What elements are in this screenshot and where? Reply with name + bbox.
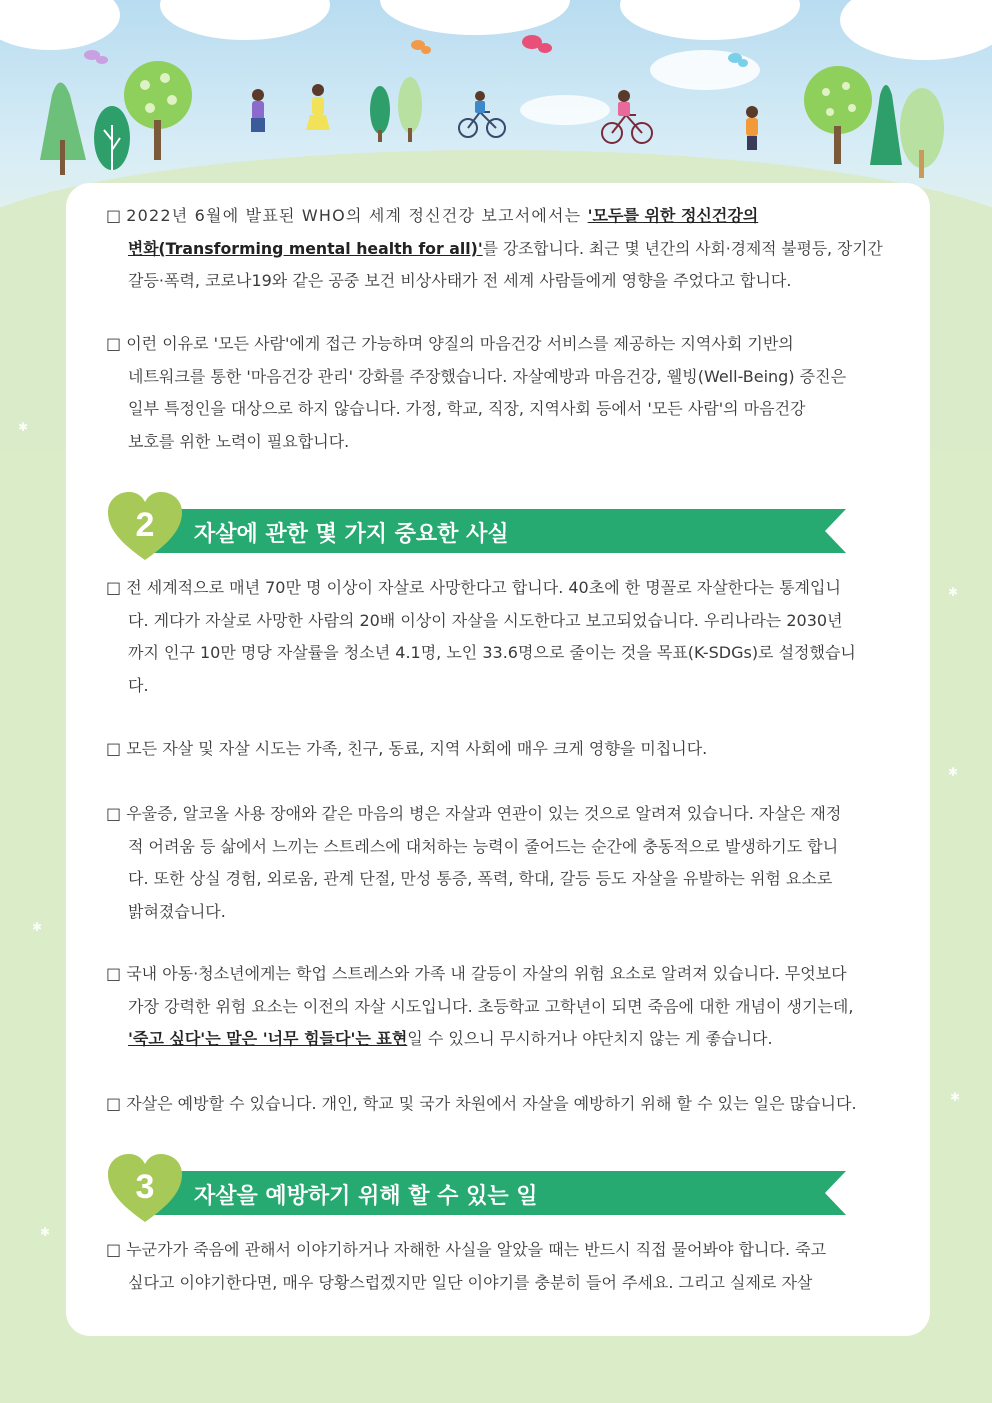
section-heading-2	[106, 498, 846, 562]
tree-icon	[40, 83, 86, 176]
paragraph-text: 일 수 있으니 무시하거나 야단치지 않는 게 좋습니다.	[407, 1029, 773, 1048]
snow-dot: ✱	[32, 920, 43, 934]
paragraph-text: 이런 이유로 '모든 사람'에게 접근 가능하며 양질의 마음건강 서비스를 제공하는 지역사회 기반의	[126, 334, 794, 353]
paragraph-line: 네트워크를 통한 '마음건강 관리' 강화를 주장했습니다. 자살예방과 마음건강, 웰빙(Well-Being) 증진은	[128, 366, 847, 386]
tree-icon	[900, 88, 944, 178]
section-title: 자살을 예방하기 위해 할 수 있는 일	[194, 1184, 538, 1209]
bullet: □	[106, 578, 122, 597]
paragraph-line: 까지 인구 10만 명당 자살률을 청소년 4.1명, 노인 33.6명으로 줄이는 것을 목표(K-SDGs)로 설정했습니	[128, 643, 856, 662]
paragraph-text: 를 강조합니다. 최근 몇 년간의 사회·경제적 불평등, 장기간	[482, 238, 883, 258]
paragraph-line: 갈등·폭력, 코로나19와 같은 공중 보건 비상사태가 전 세계 사람들에게 영향을 주었다고 합니다.	[128, 271, 792, 290]
paragraph-text: 모든 자살 및 자살 시도는 가족, 친구, 동료, 지역 사회에 매우 크게 영향을 미칩니다.	[126, 739, 708, 758]
paragraph-text: 자살은 예방할 수 있습니다. 개인, 학교 및 국가 차원에서 자살을 예방하기 위해 할 수 있는 일은 많습니다.	[126, 1094, 857, 1113]
paragraph-text: 우울증, 알코올 사용 장애와 같은 마음의 병은 자살과 연관이 있는 것으로 알려져 있습니다. 자살은 재정	[126, 804, 842, 823]
paragraph-text: 누군가가 죽음에 관해서 이야기하거나 자해한 사실을 알았을 때는 반드시 직접 물어봐야 합니다. 죽고	[126, 1240, 827, 1259]
paragraph-text: 국내 아동·청소년에게는 학업 스트레스와 가족 내 갈등이 자살의 위험 요소로 알려져 있습니다. 무엇보다	[126, 964, 847, 983]
snow-dot: ✱	[950, 1090, 961, 1104]
butterfly-icon	[411, 40, 431, 54]
paragraph-text: 2022년 6월에 발표된 WHO의 세계 정신건강 보고서에서는	[126, 206, 588, 225]
paragraph-line: 싶다고 이야기한다면, 매우 당황스럽겠지만 일단 이야기를 충분히 들어 주세요. 그리고 실제로 자살	[128, 1272, 813, 1292]
emphasis-text: 변화(Transforming mental health for all)'	[128, 238, 483, 258]
snow-dot: ✱	[18, 420, 29, 434]
section-heading-3	[106, 1160, 846, 1224]
emphasis-text: '죽고 싶다'는 말은 '너무 힘들다'는 표현	[128, 1029, 408, 1048]
bullet: □	[106, 804, 122, 823]
paragraph-line: 다. 또한 상실 경험, 외로움, 관계 단절, 만성 통증, 폭력, 학대, 갈등 등도 자살을 유발하는 위험 요소로	[128, 869, 833, 888]
paragraph-global-statistics	[106, 572, 890, 702]
bullet: □	[106, 206, 122, 225]
butterfly-icon	[728, 53, 748, 67]
snow-dot: ✱	[948, 765, 959, 779]
tree-icon	[370, 86, 390, 142]
scene-illustration	[0, 0, 992, 190]
paragraph-line: 가장 강력한 위험 요소는 이전의 자살 시도입니다. 초등학교 고학년이 되면 죽음에 대한 개념이 생기는데,	[128, 996, 854, 1016]
paragraph-prevention	[106, 1088, 890, 1121]
tree-icon	[124, 61, 192, 160]
paragraph-line: 적 어려움 등 삶에서 느끼는 스트레스에 대처하는 능력이 줄어드는 순간에 충동적으로 발생하기도 합니	[128, 836, 839, 856]
butterfly-icon	[84, 50, 108, 64]
person-icon	[251, 89, 265, 132]
tree-icon	[870, 85, 902, 165]
paragraph-ask-directly	[106, 1234, 890, 1299]
paragraph-who-report	[106, 200, 890, 298]
tree-icon	[804, 66, 872, 164]
paragraph-text: 전 세계적으로 매년 70만 명 이상이 자살로 사망한다고 합니다. 40초에 한 명꼴로 자살한다는 통계입니	[126, 578, 841, 597]
emphasis-text: '모두를 위한 정신건강의	[587, 206, 759, 225]
paragraph-line: 다.	[128, 675, 149, 695]
butterfly-icon	[522, 35, 552, 53]
paragraph-risk-factors	[106, 798, 890, 928]
tree-icon	[94, 106, 130, 170]
paragraph-line: 다. 게다가 자살로 사망한 사람의 20배 이상이 자살을 시도한다고 보고되었습니다. 우리나라는 2030년	[128, 610, 843, 630]
bullet: □	[106, 1094, 122, 1113]
person-icon	[306, 84, 330, 130]
paragraph-community-network	[106, 328, 890, 458]
section-number: 2	[135, 506, 155, 544]
paragraph-youth	[106, 958, 890, 1056]
snow-dot: ✱	[40, 1225, 51, 1239]
tree-icon	[398, 77, 422, 142]
bullet: □	[106, 1240, 122, 1259]
paragraph-line: 보호를 위한 노력이 필요합니다.	[128, 431, 350, 451]
bullet: □	[106, 964, 122, 983]
bullet: □	[106, 334, 122, 353]
paragraph-impact	[106, 733, 890, 766]
snow-dot: ✱	[948, 585, 959, 599]
section-title: 자살에 관한 몇 가지 중요한 사실	[194, 522, 509, 547]
paragraph-line: 일부 특정인을 대상으로 하지 않습니다. 가정, 학교, 직장, 지역사회 등에서 '모든 사람'의 마음건강	[128, 399, 806, 418]
paragraph-line: 밝혀졌습니다.	[128, 901, 226, 921]
bullet: □	[106, 739, 122, 758]
section-number: 3	[135, 1168, 155, 1206]
person-icon	[746, 106, 758, 150]
bicycle-icon	[459, 91, 505, 137]
bicycle-icon	[602, 90, 652, 143]
